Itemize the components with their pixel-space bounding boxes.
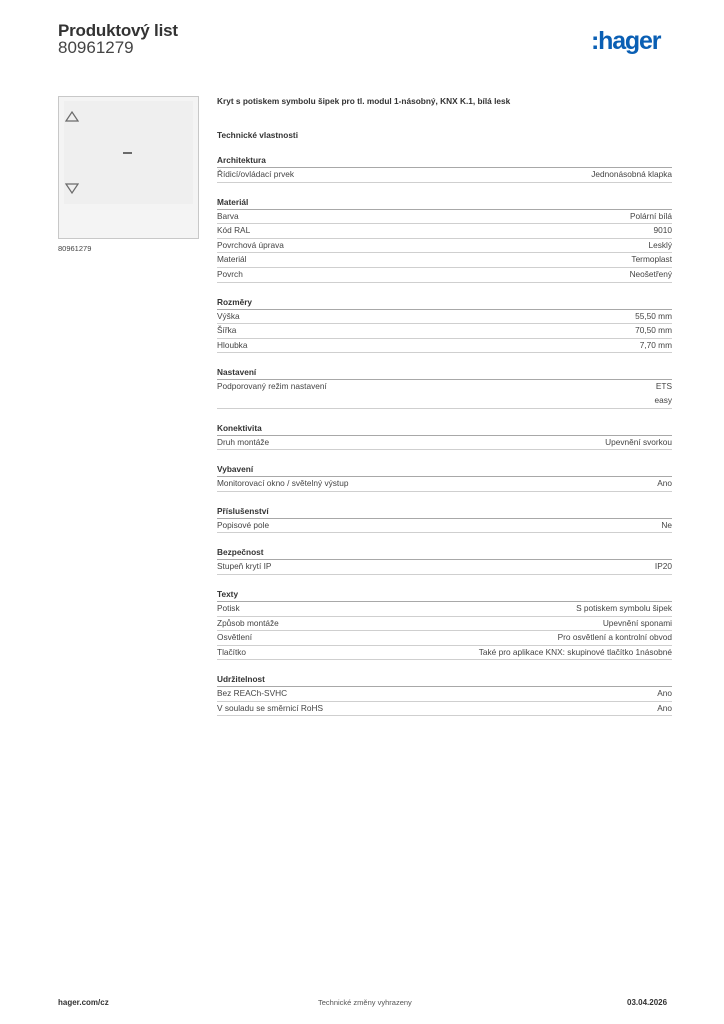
- spec-row: [217, 519, 672, 534]
- spec-label: Potisk: [217, 602, 240, 613]
- document-title: Produktový list: [58, 21, 178, 40]
- group-title: Příslušenství: [217, 505, 672, 519]
- group-title: Texty: [217, 588, 672, 602]
- spec-row: [217, 239, 672, 254]
- group-title: Rozměry: [217, 296, 672, 310]
- spec-groups: [217, 154, 672, 716]
- spec-label: Bez REACh-SVHC: [217, 688, 288, 699]
- spec-row: [217, 602, 672, 617]
- image-caption: 80961279: [58, 244, 92, 253]
- spec-row: [217, 268, 672, 283]
- footer-disclaimer: Technické změny vyhrazeny: [318, 998, 412, 1007]
- specifications: [217, 94, 672, 716]
- spec-row: [217, 210, 672, 225]
- spec-row: [217, 631, 672, 646]
- spec-value: ETS easy: [654, 381, 672, 405]
- group-title: Konektivita: [217, 422, 672, 436]
- spec-value: Ne: [661, 519, 672, 530]
- spec-label: Povrchová úprava: [217, 239, 284, 250]
- spec-label: Monitorovací okno / světelný výstup: [217, 478, 349, 489]
- spec-row: [217, 339, 672, 354]
- spec-value: Termoplast: [631, 254, 672, 265]
- group-title: Architektura: [217, 154, 672, 168]
- spec-row: [217, 324, 672, 339]
- spec-row: [217, 168, 672, 183]
- spec-value: 55,50 mm: [635, 310, 672, 321]
- spec-label: Druh montáže: [217, 436, 270, 447]
- spec-label: Podporovaný režim nastavení: [217, 381, 327, 392]
- spec-row: [217, 560, 672, 575]
- spec-row: [217, 646, 672, 661]
- spec-value: 7,70 mm: [639, 339, 672, 350]
- spec-row: [217, 687, 672, 702]
- spec-value: IP20: [654, 561, 672, 572]
- spec-value: Upevnění sponami: [602, 617, 672, 628]
- spec-row: [217, 477, 672, 492]
- spec-label: Popisové pole: [217, 519, 270, 530]
- document-number: 80961279: [58, 38, 134, 57]
- spec-value: 70,50 mm: [635, 325, 672, 336]
- logo-text: hager: [598, 27, 661, 55]
- spec-row: [217, 224, 672, 239]
- spec-row: [217, 702, 672, 717]
- spec-label: Materiál: [217, 254, 247, 265]
- group-title: Materiál: [217, 196, 672, 210]
- spec-value: Upevnění svorkou: [605, 436, 672, 447]
- spec-row: [217, 436, 672, 451]
- arrow-down-icon: [65, 183, 79, 194]
- spec-value: S potiskem symbolu šipek: [576, 602, 672, 613]
- arrow-up-icon: [65, 111, 79, 122]
- spec-value: Polární bílá: [630, 210, 672, 221]
- spec-row: [217, 253, 672, 268]
- spec-label: Hloubka: [217, 339, 248, 350]
- spec-label: Kód RAL: [217, 225, 251, 236]
- spec-label: Výška: [217, 310, 240, 321]
- hager-logo: :hager: [591, 27, 661, 55]
- spec-label: Osvětlení: [217, 632, 253, 643]
- spec-label: Šířka: [217, 325, 237, 336]
- footer-date: 03.04.2026: [627, 998, 668, 1007]
- spec-label: Tlačítko: [217, 646, 247, 657]
- spec-label: Způsob montáže: [217, 617, 279, 628]
- spec-value: Jednonásobná klapka: [591, 169, 672, 179]
- spec-label: Řídicí/ovládací prvek: [217, 169, 295, 179]
- section-title: Technické vlastnosti: [217, 130, 298, 140]
- spec-value: Pro osvětlení a kontrolní obvod: [557, 632, 672, 643]
- spec-value: Lesklý: [648, 239, 672, 250]
- group-title: Vybavení: [217, 463, 672, 477]
- group-title: Nastavení: [217, 366, 672, 380]
- group-title: Udržitelnost: [217, 673, 672, 687]
- spec-value: Ano: [657, 688, 672, 699]
- footer-website: hager.com/cz: [58, 998, 109, 1007]
- spec-value: Také pro aplikace KNX: skupinové tlačítko 1násobné: [478, 646, 672, 657]
- spec-label: Povrch: [217, 268, 243, 279]
- spec-value: Ano: [657, 478, 672, 489]
- spec-label: Barva: [217, 210, 239, 221]
- spec-label: V souladu se směrnicí RoHS: [217, 702, 324, 713]
- spec-value: Neošetřený: [629, 268, 672, 279]
- spec-row: [217, 380, 672, 408]
- spec-value: Ano: [657, 702, 672, 713]
- product-image: [58, 96, 199, 239]
- spec-value: 9010: [653, 225, 672, 236]
- minus-icon: [123, 152, 132, 154]
- spec-row: [217, 310, 672, 325]
- spec-row: [217, 617, 672, 632]
- spec-label: Stupeň krytí IP: [217, 561, 272, 572]
- product-name: Kryt s potiskem symbolu šipek pro tl. modul 1-násobný, KNX K.1, bílá lesk: [217, 96, 511, 106]
- group-title: Bezpečnost: [217, 546, 672, 560]
